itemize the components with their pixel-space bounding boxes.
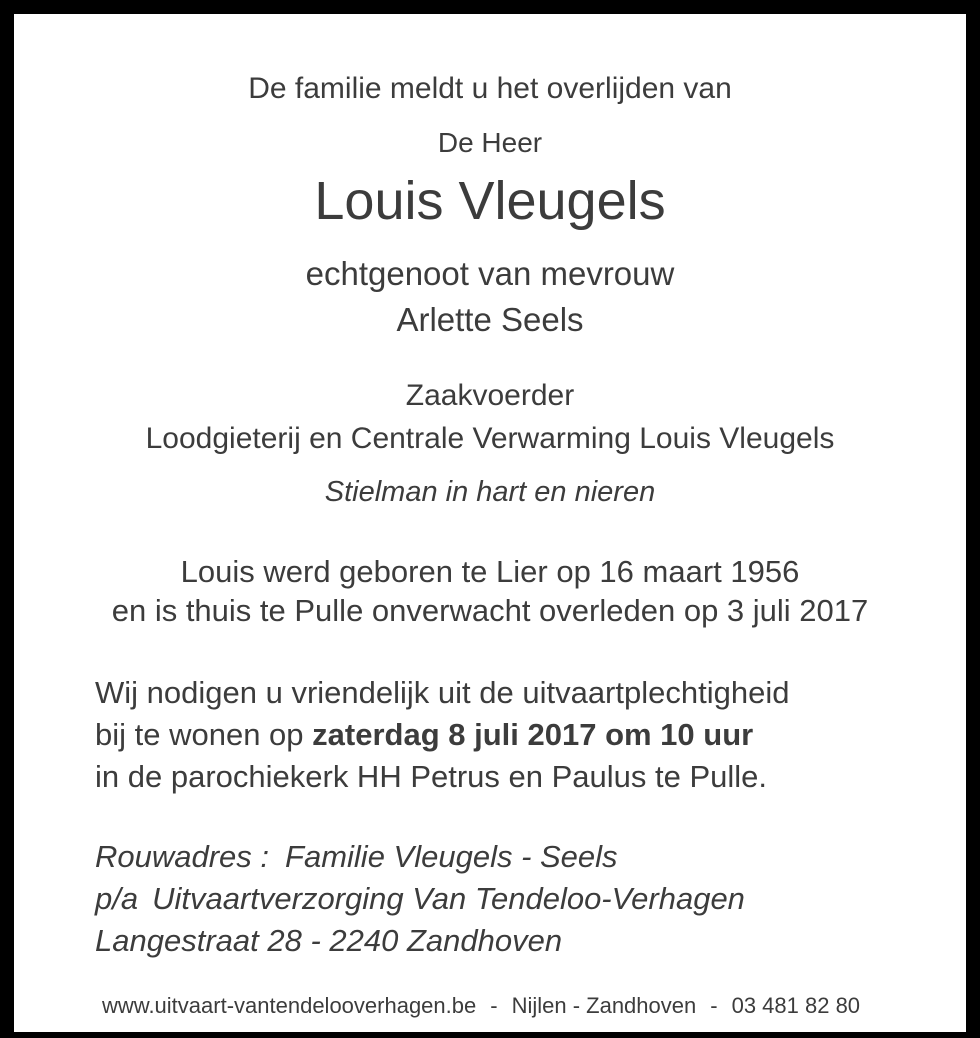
honorific-title: De Heer xyxy=(437,127,543,158)
invitation-line-2 xyxy=(95,719,753,750)
undertaker-name: Uitvaartverzorging Van Tendeloo-Verhagen xyxy=(152,881,745,916)
invitation-line-1: Wij nodigen u vriendelijk uit de uitvaartplechtigheid xyxy=(95,675,790,710)
role-text: Zaakvoerder xyxy=(405,379,575,412)
invitation-line-2-prefix: bij te wonen op xyxy=(95,717,313,752)
intro-text: De familie meldt u het overlijden van xyxy=(248,72,732,105)
invitation-line-3: in de parochiekerk HH Petrus en Paulus te Pulle. xyxy=(95,759,768,794)
footer-separator: - xyxy=(490,993,498,1018)
footer-separator: - xyxy=(710,993,718,1018)
address-street: Langestraat 28 - 2240 Zandhoven xyxy=(95,923,563,958)
address-family: Familie Vleugels - Seels xyxy=(285,839,618,874)
footer xyxy=(102,995,860,1017)
footer-locations: Nijlen - Zandhoven xyxy=(511,993,697,1018)
spouse-label: echtgenoot van mevrouw xyxy=(305,255,675,292)
address-label: Rouwadres : xyxy=(95,839,270,874)
tagline: Stielman in hart en nieren xyxy=(324,476,656,508)
address-line-2 xyxy=(95,883,745,914)
spouse-name: Arlette Seels xyxy=(396,301,584,338)
address-line-1 xyxy=(95,841,618,872)
death-line: en is thuis te Pulle onverwacht overleden op 3 juli 2017 xyxy=(111,593,869,628)
company-name: Loodgieterij en Centrale Verwarming Louis Vleugels xyxy=(145,422,835,455)
birth-line: Louis werd geboren te Lier op 16 maart 1956 xyxy=(180,554,800,589)
ceremony-datetime: zaterdag 8 juli 2017 om 10 uur xyxy=(312,717,754,752)
care-of-label: p/a xyxy=(95,881,139,916)
deceased-name: Louis Vleugels xyxy=(314,171,666,231)
footer-website[interactable]: www.uitvaart-vantendelooverhagen.be xyxy=(102,993,477,1018)
footer-phone: 03 481 82 80 xyxy=(731,993,861,1018)
